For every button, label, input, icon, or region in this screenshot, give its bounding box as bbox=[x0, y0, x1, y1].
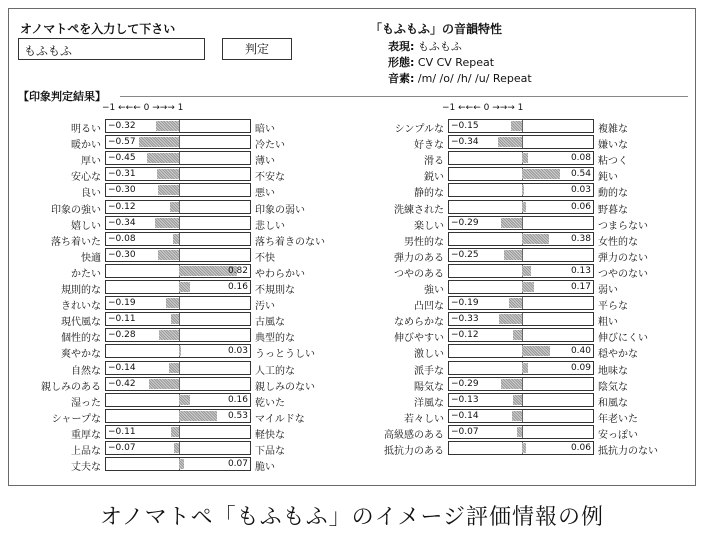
impression-right-label: マイルドな bbox=[255, 413, 305, 425]
zero-line bbox=[179, 297, 180, 309]
impression-left-label: 上品な bbox=[71, 446, 101, 457]
impression-value: −0.29 bbox=[451, 378, 479, 389]
impression-value: 0.54 bbox=[570, 169, 591, 180]
impression-value: −0.07 bbox=[108, 443, 136, 453]
zero-line bbox=[179, 152, 180, 164]
impression-bar-cell bbox=[448, 264, 594, 278]
impression-right-label: 地味な bbox=[598, 365, 628, 377]
impression-bar-cell bbox=[448, 151, 594, 165]
zero-line bbox=[179, 120, 180, 132]
impression-value: 0.09 bbox=[570, 362, 591, 373]
sound-feature-label: 表現: bbox=[388, 40, 415, 53]
impression-bar-cell bbox=[105, 216, 251, 230]
zero-line bbox=[179, 329, 180, 341]
impression-bar bbox=[522, 169, 560, 179]
impression-bar bbox=[501, 379, 522, 389]
impression-bar bbox=[179, 395, 190, 405]
impression-bar-cell bbox=[105, 409, 251, 423]
impression-bar-cell bbox=[105, 425, 251, 439]
sound-feature-label: 音素: bbox=[388, 72, 415, 85]
impression-bar-cell bbox=[105, 119, 251, 133]
impression-left-label: 安心な bbox=[71, 172, 101, 184]
impression-left-label: 良い bbox=[81, 188, 101, 200]
impression-value: −0.32 bbox=[108, 121, 136, 131]
impression-right-label: 野暮な bbox=[598, 204, 628, 216]
impression-bar bbox=[498, 137, 522, 147]
impression-right-label: 乾いた bbox=[255, 397, 285, 409]
impression-bar-cell bbox=[448, 393, 594, 407]
impression-value: −0.30 bbox=[108, 185, 136, 196]
zero-line bbox=[179, 184, 180, 196]
result-section-title: 【印象判定結果】 bbox=[18, 88, 110, 104]
zero-line bbox=[522, 249, 523, 261]
impression-value: 0.16 bbox=[227, 282, 248, 292]
input-prompt: オノマトペを入力して下さい bbox=[20, 22, 176, 36]
impression-right-label: 粘つく bbox=[598, 156, 628, 168]
impression-bar bbox=[522, 346, 550, 356]
zero-line bbox=[522, 378, 523, 390]
impression-value: −0.14 bbox=[451, 410, 479, 421]
impression-right-label: 汚い bbox=[255, 301, 275, 313]
impression-left-label: なめらかな bbox=[394, 317, 444, 329]
impression-bar bbox=[499, 314, 522, 324]
impression-left-label: 快適 bbox=[81, 252, 101, 264]
impression-bar-cell bbox=[448, 425, 594, 439]
impression-right-label: 年老いた bbox=[598, 413, 638, 425]
impression-right-label: うっとうしい bbox=[255, 349, 315, 361]
impression-right-label: 複雑な bbox=[598, 124, 628, 135]
impression-bar bbox=[513, 395, 522, 405]
impression-bar-cell bbox=[448, 167, 594, 181]
impression-left-label: 自然な bbox=[71, 365, 101, 377]
impression-value: −0.33 bbox=[451, 314, 479, 325]
impression-bar-cell bbox=[105, 248, 251, 262]
sound-feature-value: もふもふ bbox=[417, 40, 462, 53]
impression-bar bbox=[156, 121, 179, 131]
impression-value: −0.29 bbox=[451, 217, 479, 228]
impression-left-label: 男性的な bbox=[404, 236, 444, 248]
impression-bar bbox=[512, 411, 522, 421]
impression-value: −0.45 bbox=[108, 153, 136, 164]
impression-bar bbox=[522, 266, 531, 276]
zero-line bbox=[522, 410, 523, 422]
sound-feature-value: CV CV Repeat bbox=[417, 56, 495, 69]
impression-bar-cell bbox=[105, 377, 251, 391]
impression-left-label: 激しい bbox=[414, 349, 444, 361]
impression-bar bbox=[501, 218, 522, 228]
impression-left-label: 厚い bbox=[81, 156, 101, 168]
impression-value: −0.11 bbox=[108, 426, 136, 437]
impression-right-label: 和風な bbox=[598, 397, 628, 409]
impression-value: −0.12 bbox=[108, 201, 136, 212]
impression-value: −0.08 bbox=[108, 233, 136, 244]
impression-right-label: 冷たい bbox=[255, 140, 285, 152]
impression-bar bbox=[171, 314, 179, 324]
impression-right-label: 平らな bbox=[598, 301, 628, 313]
impression-value: 0.06 bbox=[570, 201, 591, 212]
impression-left-label: 高級感のある bbox=[384, 429, 444, 441]
impression-bar bbox=[173, 234, 179, 244]
sound-feature-phoneme bbox=[388, 70, 532, 86]
impression-bar-cell bbox=[105, 135, 251, 149]
impression-right-label: 下品な bbox=[255, 446, 285, 457]
impression-bar-cell bbox=[448, 409, 594, 423]
sound-feature-expression bbox=[388, 38, 462, 54]
impression-bar-cell bbox=[105, 361, 251, 375]
impression-left-label: シャープな bbox=[51, 413, 101, 425]
impression-right-label: つやのない bbox=[598, 268, 648, 280]
impression-left-label: 洋風な bbox=[414, 397, 444, 409]
impression-bar-cell bbox=[448, 441, 594, 455]
impression-bar-cell bbox=[448, 200, 594, 214]
zero-line bbox=[179, 217, 180, 229]
impression-bar bbox=[174, 443, 179, 453]
impression-value: −0.30 bbox=[108, 249, 136, 260]
zero-line bbox=[522, 394, 523, 406]
impression-bar bbox=[522, 153, 528, 163]
impression-bar-cell bbox=[105, 344, 251, 358]
impression-bar bbox=[522, 202, 526, 212]
impression-right-label: 嫌いな bbox=[598, 140, 628, 152]
impression-bar bbox=[509, 298, 522, 308]
impression-left-label: きれいな bbox=[61, 301, 101, 313]
impression-bar-cell bbox=[448, 135, 594, 149]
impression-value: −0.28 bbox=[108, 330, 136, 341]
zero-line bbox=[522, 426, 523, 438]
scale-legend-left: −1 ←←← 0 →→→ 1 bbox=[102, 103, 184, 113]
impression-right-label: 陰気な bbox=[598, 381, 628, 393]
impression-bar-cell bbox=[448, 328, 594, 342]
impression-left-label: 落ち着いた bbox=[51, 236, 101, 248]
impression-bar-cell bbox=[448, 312, 594, 326]
zero-line bbox=[179, 378, 180, 390]
impression-value: 0.07 bbox=[227, 459, 248, 470]
zero-line bbox=[179, 313, 180, 325]
impression-value: 0.08 bbox=[570, 153, 591, 164]
impression-value: −0.25 bbox=[451, 249, 479, 260]
impression-left-label: 滑る bbox=[424, 156, 444, 168]
impression-right-label: つまらない bbox=[598, 220, 648, 232]
impression-right-label: 鈍い bbox=[598, 172, 618, 184]
impression-value: −0.15 bbox=[451, 121, 479, 131]
impression-right-label: やわらかい bbox=[255, 268, 305, 280]
impression-left-label: 洗練された bbox=[394, 204, 444, 216]
impression-right-label: 穏やかな bbox=[598, 349, 638, 361]
impression-left-label: 鋭い bbox=[424, 172, 444, 184]
zero-line bbox=[179, 136, 180, 148]
impression-bar-cell bbox=[105, 167, 251, 181]
impression-right-label: 不安な bbox=[255, 172, 285, 184]
impression-right-label: 不快 bbox=[255, 252, 275, 264]
impression-left-label: 派手な bbox=[414, 365, 444, 377]
onomatopoeia-input[interactable]: もふもふ bbox=[18, 38, 205, 60]
figure-caption: オノマトペ「もふもふ」のイメージ評価情報の例 bbox=[99, 505, 605, 530]
impression-left-label: 個性的な bbox=[61, 333, 101, 345]
impression-bar bbox=[158, 250, 179, 260]
zero-line bbox=[522, 297, 523, 309]
impression-bar bbox=[170, 202, 179, 212]
impression-right-label: 古風な bbox=[255, 317, 285, 329]
sound-feature-form bbox=[388, 54, 494, 70]
judge-button[interactable]: 判定 bbox=[222, 38, 292, 60]
impression-bar-cell bbox=[105, 264, 251, 278]
impression-right-label: 弱い bbox=[598, 285, 618, 296]
impression-bar-cell bbox=[105, 200, 251, 214]
impression-bar bbox=[147, 153, 179, 163]
impression-left-label: 嬉しい bbox=[71, 220, 101, 232]
impression-bar bbox=[179, 346, 181, 356]
sound-features-title: 「もふもふ」の音韻特性 bbox=[370, 22, 503, 36]
impression-bar-cell bbox=[105, 280, 251, 294]
impression-right-label: 不規則な bbox=[255, 285, 295, 296]
impression-left-label: 若々しい bbox=[404, 413, 444, 425]
impression-right-label: 落ち着きのない bbox=[255, 236, 325, 248]
impression-right-label: 女性的な bbox=[598, 236, 638, 248]
sound-feature-value: /m/ /o/ /h/ /u/ Repeat bbox=[417, 72, 532, 85]
impression-left-label: 好きな bbox=[414, 140, 444, 152]
impression-value: −0.34 bbox=[108, 217, 136, 228]
impression-bar-cell bbox=[448, 216, 594, 230]
scale-legend-right: −1 ←←← 0 →→→ 1 bbox=[442, 103, 524, 113]
impression-right-label: 伸びにくい bbox=[598, 333, 648, 345]
impression-value: −0.07 bbox=[451, 426, 479, 437]
impression-value: −0.11 bbox=[108, 314, 136, 325]
impression-right-label: 典型的な bbox=[255, 333, 295, 345]
impression-bar bbox=[155, 218, 179, 228]
impression-left-label: 明るい bbox=[71, 124, 101, 135]
impression-value: 0.13 bbox=[570, 265, 591, 276]
impression-value: 0.82 bbox=[227, 265, 248, 276]
impression-value: −0.19 bbox=[451, 298, 479, 309]
impression-value: −0.31 bbox=[108, 169, 136, 180]
impression-value: −0.13 bbox=[451, 394, 479, 405]
impression-bar-cell bbox=[105, 296, 251, 310]
impression-value: −0.57 bbox=[108, 137, 136, 148]
impression-bar bbox=[511, 121, 522, 131]
impression-left-label: 湿った bbox=[71, 397, 101, 409]
impression-left-label: 伸びやすい bbox=[394, 333, 444, 345]
impression-value: −0.19 bbox=[108, 298, 136, 309]
impression-bar-cell bbox=[105, 151, 251, 165]
impression-left-label: つやのある bbox=[394, 268, 444, 280]
impression-bar-cell bbox=[448, 248, 594, 262]
zero-line bbox=[179, 249, 180, 261]
impression-right-label: 薄い bbox=[255, 156, 275, 168]
impression-left-label: 爽やかな bbox=[61, 349, 101, 361]
impression-left-label: 現代風な bbox=[61, 317, 101, 329]
impression-value: −0.14 bbox=[108, 362, 136, 373]
impression-value: −0.42 bbox=[108, 378, 136, 389]
impression-value: 0.03 bbox=[570, 185, 591, 196]
impression-value: −0.12 bbox=[451, 330, 479, 341]
impression-bar bbox=[522, 185, 524, 195]
impression-value: 0.38 bbox=[570, 233, 591, 244]
zero-line bbox=[522, 120, 523, 132]
impression-left-label: 重厚な bbox=[71, 429, 101, 441]
impression-right-label: 印象の弱い bbox=[255, 204, 305, 216]
zero-line bbox=[522, 217, 523, 229]
impression-bar-cell bbox=[448, 344, 594, 358]
impression-bar-cell bbox=[448, 361, 594, 375]
impression-bar-cell bbox=[105, 457, 251, 471]
impression-bar-cell bbox=[448, 119, 594, 133]
impression-left-label: 弾力のある bbox=[394, 252, 444, 264]
impression-bar-cell bbox=[105, 183, 251, 197]
impression-bar bbox=[166, 298, 179, 308]
zero-line bbox=[179, 362, 180, 374]
impression-left-label: 凸凹な bbox=[414, 301, 444, 313]
impression-left-label: 暖かい bbox=[71, 140, 101, 152]
impression-value: 0.17 bbox=[570, 282, 591, 292]
zero-line bbox=[179, 233, 180, 245]
impression-bar bbox=[149, 379, 179, 389]
impression-right-label: 脆い bbox=[255, 462, 275, 474]
impression-bar bbox=[158, 185, 179, 195]
impression-bar bbox=[179, 282, 190, 292]
impression-right-label: 動的な bbox=[598, 188, 628, 200]
impression-left-label: 親しみのある bbox=[41, 381, 101, 393]
impression-bar bbox=[522, 363, 528, 373]
impression-bar-cell bbox=[448, 280, 594, 294]
impression-bar-cell bbox=[448, 183, 594, 197]
section-divider bbox=[120, 96, 688, 97]
impression-left-label: 楽しい bbox=[414, 220, 444, 232]
zero-line bbox=[179, 442, 180, 454]
impression-value: −0.34 bbox=[451, 137, 479, 148]
impression-bar bbox=[169, 363, 179, 373]
impression-bar bbox=[517, 427, 522, 437]
impression-bar bbox=[139, 137, 179, 147]
zero-line bbox=[522, 136, 523, 148]
impression-right-label: 抵抗力のない bbox=[598, 446, 658, 457]
impression-bar bbox=[504, 250, 522, 260]
impression-left-label: 丈夫な bbox=[71, 462, 101, 474]
impression-value: 0.16 bbox=[227, 394, 248, 405]
impression-right-label: 弾力のない bbox=[598, 252, 648, 264]
impression-bar bbox=[171, 427, 179, 437]
impression-right-label: 親しみのない bbox=[255, 381, 315, 393]
impression-left-label: 抵抗力のある bbox=[384, 446, 444, 457]
impression-left-label: 静的な bbox=[414, 188, 444, 200]
impression-left-label: 規則的な bbox=[61, 285, 101, 296]
impression-bar-cell bbox=[105, 441, 251, 455]
zero-line bbox=[522, 313, 523, 325]
impression-bar-cell bbox=[105, 312, 251, 326]
impression-value: 0.53 bbox=[227, 410, 248, 421]
impression-right-label: 暗い bbox=[255, 124, 275, 135]
impression-bar-cell bbox=[448, 296, 594, 310]
impression-bar-cell bbox=[105, 232, 251, 246]
impression-bar bbox=[179, 411, 217, 421]
impression-right-label: 人工的な bbox=[255, 365, 295, 377]
impression-right-label: 軽快な bbox=[255, 429, 285, 441]
impression-right-label: 粗い bbox=[598, 317, 618, 329]
impression-left-label: 陽気な bbox=[414, 381, 444, 393]
impression-value: 0.40 bbox=[570, 346, 591, 357]
impression-right-label: 悪い bbox=[255, 188, 275, 200]
impression-left-label: かたい bbox=[71, 268, 101, 280]
impression-left-label: シンプルな bbox=[394, 124, 444, 135]
impression-bar-cell bbox=[448, 232, 594, 246]
impression-bar-cell bbox=[105, 393, 251, 407]
impression-bar bbox=[513, 330, 522, 340]
impression-bar bbox=[522, 282, 534, 292]
impression-right-label: 安っぽい bbox=[598, 429, 638, 441]
zero-line bbox=[522, 329, 523, 341]
impression-bar-cell bbox=[448, 377, 594, 391]
zero-line bbox=[179, 426, 180, 438]
impression-bar bbox=[179, 459, 184, 469]
sound-feature-label: 形態: bbox=[388, 56, 415, 69]
zero-line bbox=[179, 168, 180, 180]
impression-bar bbox=[157, 169, 179, 179]
impression-right-label: 悲しい bbox=[255, 220, 285, 232]
impression-bar bbox=[522, 234, 549, 244]
impression-bar-cell bbox=[105, 328, 251, 342]
impression-left-label: 強い bbox=[424, 285, 444, 296]
zero-line bbox=[179, 201, 180, 213]
impression-bar bbox=[522, 443, 526, 453]
impression-left-label: 印象の強い bbox=[51, 204, 101, 216]
impression-value: 0.03 bbox=[227, 346, 248, 357]
impression-value: 0.06 bbox=[570, 443, 591, 453]
impression-bar bbox=[159, 330, 179, 340]
